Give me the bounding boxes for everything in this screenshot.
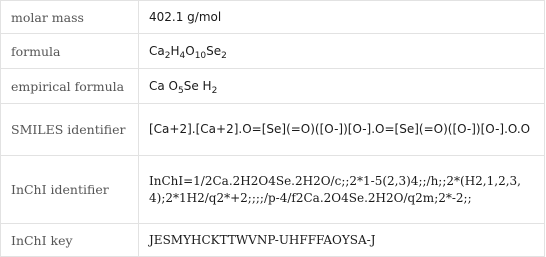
formula-element: Ca bbox=[149, 43, 165, 58]
empirical-formula-value bbox=[139, 69, 545, 104]
row-label-formula: formula bbox=[1, 34, 139, 69]
formula-subscript: 10 bbox=[194, 50, 207, 61]
table-row bbox=[1, 156, 545, 224]
formula-subscript: 2 bbox=[221, 50, 227, 61]
row-label-inchi-key: InChI key bbox=[1, 224, 139, 257]
formula-subscript: 5 bbox=[178, 85, 184, 96]
inchi-value: InChI=1/2Ca.2H2O4Se.2H2O/c;;2*1-5(2,3)4;;/h;;2*(H2,1,2,3,4);2*1H2/q2*+2;;;;/p-4/f2Ca.2O4Se.2H2O/q2m;2*-2;; bbox=[139, 156, 545, 224]
row-label-empirical-formula: empirical formula bbox=[1, 69, 139, 104]
table-row bbox=[1, 224, 545, 257]
row-label-molar-mass: molar mass bbox=[1, 1, 139, 34]
table-row bbox=[1, 104, 545, 156]
formula-subscript: 2 bbox=[211, 85, 218, 96]
row-label-smiles: SMILES identifier bbox=[1, 104, 139, 156]
row-label-inchi: InChI identifier bbox=[1, 156, 139, 224]
table-row bbox=[1, 34, 545, 69]
formula-element: Se H bbox=[183, 78, 212, 93]
molar-mass-value: 402.1 g/mol bbox=[139, 1, 545, 34]
formula-element: O bbox=[185, 43, 195, 58]
formula-element: H bbox=[170, 43, 180, 58]
formula-value bbox=[139, 34, 545, 69]
table-row bbox=[1, 1, 545, 34]
smiles-value: [Ca+2].[Ca+2].O=[Se](=O)([O-])[O-].O=[Se](=O)([O-])[O-].O.O bbox=[139, 104, 545, 156]
inchi-key-value: JESMYHCKTTWVNP-UHFFFAOYSA-J bbox=[139, 224, 545, 257]
formula-element: Ca O bbox=[149, 78, 178, 93]
table-row bbox=[1, 69, 545, 104]
formula-subscript: 4 bbox=[179, 50, 186, 61]
formula-subscript: 2 bbox=[164, 50, 171, 61]
formula-element: Se bbox=[206, 43, 222, 58]
